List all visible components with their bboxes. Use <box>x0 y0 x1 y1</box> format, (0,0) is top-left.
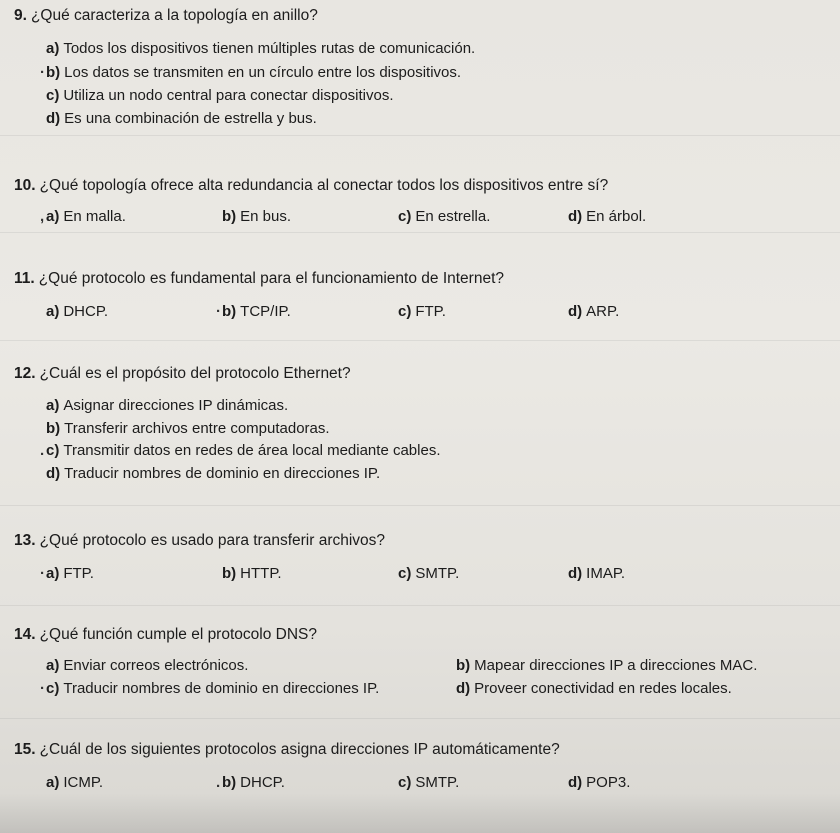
option-letter: d) <box>568 774 583 791</box>
option-c <box>398 303 446 320</box>
answer-mark-icon: · <box>40 680 45 697</box>
option-b <box>456 657 757 674</box>
option-a <box>46 774 103 791</box>
question-text: ¿Qué protocolo es usado para transferir archivos? <box>39 532 386 549</box>
ruled-line <box>0 605 840 606</box>
question-number: 11. <box>14 270 35 287</box>
option-letter: a) <box>46 40 60 57</box>
option-text: HTTP. <box>240 565 282 582</box>
option-text: ICMP. <box>63 774 104 791</box>
option-letter: a) <box>46 774 60 791</box>
option-letter: c) <box>398 774 412 791</box>
option-letter: d) <box>456 680 471 697</box>
option-b <box>46 420 330 437</box>
option-letter: c) <box>398 565 412 582</box>
question-13 <box>14 532 385 550</box>
option-a <box>46 40 475 57</box>
option-text: En árbol. <box>586 208 647 225</box>
option-text: Traducir nombres de dominio en direcciones IP. <box>63 680 380 697</box>
option-letter: d) <box>568 565 583 582</box>
option-letter: c) <box>46 87 60 104</box>
question-number: 10. <box>14 177 36 194</box>
ruled-line <box>0 135 840 136</box>
option-letter: b) <box>46 64 61 81</box>
option-letter: c) <box>46 680 60 697</box>
option-d <box>456 680 732 697</box>
option-c <box>46 87 394 104</box>
option-b <box>216 303 291 320</box>
question-number: 13. <box>14 532 36 549</box>
option-letter: d) <box>568 303 583 320</box>
option-letter: a) <box>46 565 60 582</box>
ruled-line <box>0 232 840 233</box>
answer-mark-icon: · <box>40 565 45 582</box>
answer-mark-icon: · <box>40 64 45 81</box>
option-text: Utiliza un nodo central para conectar dispositivos. <box>63 87 394 104</box>
option-b <box>222 565 282 582</box>
option-c <box>398 208 490 225</box>
option-letter: a) <box>46 208 60 225</box>
option-b <box>216 774 285 791</box>
option-text: SMTP. <box>415 774 460 791</box>
option-letter: b) <box>222 208 237 225</box>
option-b <box>222 208 291 225</box>
option-text: FTP. <box>63 565 94 582</box>
option-text: Transferir archivos entre computadoras. <box>64 420 330 437</box>
answer-mark-icon: . <box>216 774 221 791</box>
question-12 <box>14 365 351 383</box>
question-9 <box>14 7 318 25</box>
option-letter: b) <box>46 420 61 437</box>
option-d <box>568 774 630 791</box>
question-text: ¿Qué topología ofrece alta redundancia al conectar todos los dispositivos entre sí? <box>39 177 609 194</box>
option-letter: c) <box>46 442 60 459</box>
ruled-line <box>0 505 840 506</box>
option-letter: a) <box>46 657 60 674</box>
option-d <box>568 565 625 582</box>
option-letter: a) <box>46 397 60 414</box>
question-number: 14. <box>14 626 36 643</box>
answer-mark-icon: . <box>40 442 45 459</box>
option-text: FTP. <box>415 303 446 320</box>
option-d <box>568 208 646 225</box>
answer-mark-icon: , <box>40 208 45 225</box>
option-text: Traducir nombres de dominio en direcciones IP. <box>64 465 381 482</box>
option-text: Todos los dispositivos tienen múltiples rutas de comunicación. <box>63 40 476 57</box>
question-text: ¿Qué protocolo es fundamental para el funcionamiento de Internet? <box>38 270 504 287</box>
option-text: POP3. <box>586 774 631 791</box>
question-number: 15. <box>14 741 36 758</box>
option-text: En estrella. <box>415 208 491 225</box>
answer-mark-icon: · <box>216 303 221 320</box>
page-bottom-shadow <box>0 793 840 833</box>
option-letter: c) <box>398 303 412 320</box>
option-text: Mapear direcciones IP a direcciones MAC. <box>474 657 758 674</box>
option-a <box>46 657 248 674</box>
option-text: DHCP. <box>240 774 285 791</box>
option-b <box>40 64 462 81</box>
option-text: Transmitir datos en redes de área local mediante cables. <box>63 442 441 459</box>
option-text: IMAP. <box>586 565 626 582</box>
question-text: ¿Cuál es el propósito del protocolo Ethernet? <box>39 365 351 382</box>
question-text: ¿Qué función cumple el protocolo DNS? <box>39 626 317 643</box>
option-d <box>46 465 380 482</box>
option-text: Proveer conectividad en redes locales. <box>474 680 732 697</box>
option-d <box>46 110 317 127</box>
option-letter: b) <box>222 303 237 320</box>
option-text: ARP. <box>586 303 620 320</box>
question-11 <box>14 270 504 288</box>
ruled-line <box>0 718 840 719</box>
option-letter: a) <box>46 303 60 320</box>
option-letter: c) <box>398 208 412 225</box>
option-text: TCP/IP. <box>240 303 291 320</box>
option-text: SMTP. <box>415 565 460 582</box>
option-text: En malla. <box>63 208 126 225</box>
option-letter: d) <box>568 208 583 225</box>
option-letter: d) <box>46 110 61 127</box>
question-number: 9. <box>14 7 27 24</box>
option-text: Es una combinación de estrella y bus. <box>64 110 317 127</box>
option-a <box>40 565 94 582</box>
option-a <box>46 303 108 320</box>
option-c <box>398 565 459 582</box>
option-a <box>46 397 288 414</box>
option-c <box>40 442 441 459</box>
question-10 <box>14 177 608 195</box>
question-number: 12. <box>14 365 36 382</box>
option-text: Asignar direcciones IP dinámicas. <box>63 397 289 414</box>
question-text: ¿Cuál de los siguientes protocolos asigna direcciones IP automáticamente? <box>39 741 560 758</box>
option-letter: b) <box>456 657 471 674</box>
question-15 <box>14 741 560 759</box>
option-text: DHCP. <box>63 303 109 320</box>
option-c <box>398 774 459 791</box>
option-c <box>40 680 380 697</box>
option-a <box>40 208 126 225</box>
option-text: Enviar correos electrónicos. <box>63 657 249 674</box>
option-text: Los datos se transmiten en un círculo entre los dispositivos. <box>64 64 462 81</box>
option-text: En bus. <box>240 208 292 225</box>
option-letter: b) <box>222 565 237 582</box>
ruled-line <box>0 340 840 341</box>
question-text: ¿Qué caracteriza a la topología en anillo? <box>30 7 318 24</box>
option-letter: b) <box>222 774 237 791</box>
question-14 <box>14 626 317 644</box>
option-letter: d) <box>46 465 61 482</box>
option-d <box>568 303 619 320</box>
